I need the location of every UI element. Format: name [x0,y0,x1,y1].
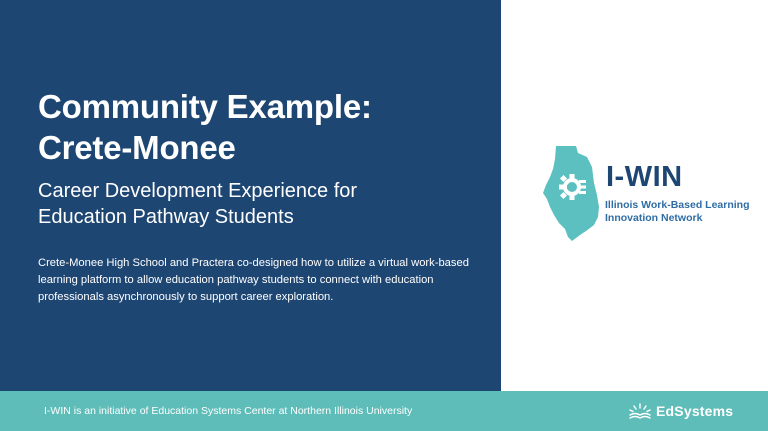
title-line-2: Crete-Monee [38,129,236,166]
logo-wordmark: I-WIN [606,161,683,193]
subtitle-line-2: Education Pathway Students [38,206,294,228]
footer-text: I-WIN is an initiative of Education Systems Center at Northern Illinois University [44,405,413,417]
sunrise-book-icon [628,402,652,420]
illinois-state-gear-icon [540,143,750,243]
title-line-1: Community Example: [38,88,372,125]
slide-subtitle [38,178,488,230]
logo-tagline-line-2: Innovation Network [605,212,703,224]
subtitle-line-1: Career Development Experience for [38,180,358,202]
edsystems-logo [628,400,733,422]
logo-tagline-line-1: Illinois Work-Based Learning [605,199,750,211]
slide-body-text: Crete-Monee High School and Practera co-designed how to utilize a virtual work-based learning platform to allow education pathway students to connect with education professionals asynchronously to support career exploration. [38,257,469,304]
logo-tagline [605,199,755,225]
edsystems-brand-text: EdSystems [656,403,734,419]
slide-title [38,86,478,168]
